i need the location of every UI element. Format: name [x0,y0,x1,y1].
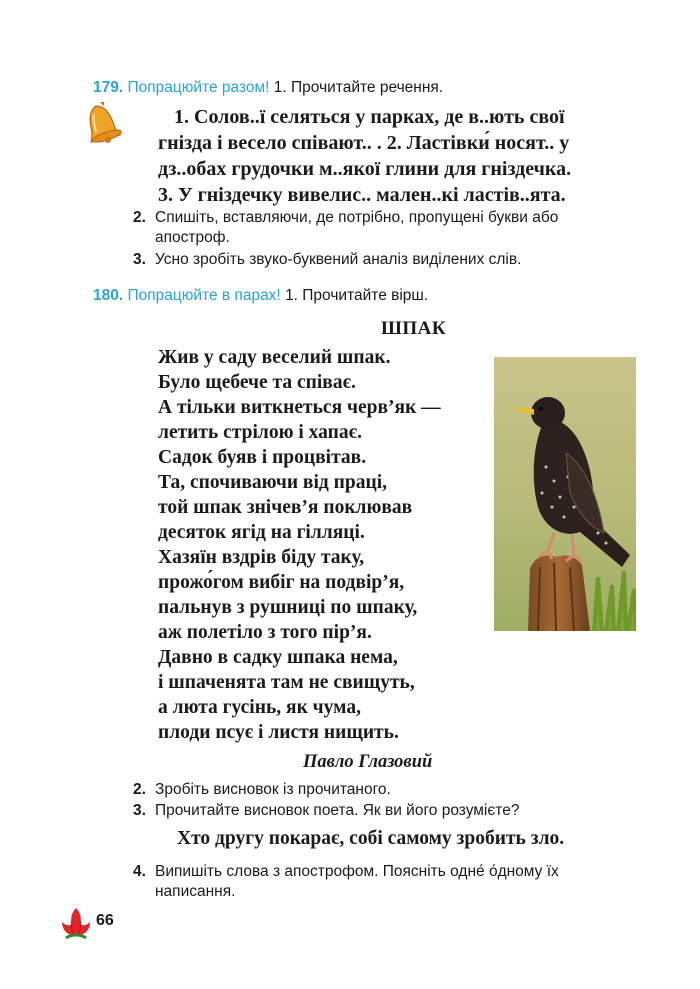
poem-line: і шпаченята там не свищуть, [158,672,415,693]
exercise-180-task-3 [133,801,519,821]
exercise-179-task-3 [133,250,521,270]
task-text: апостроф. [155,229,230,246]
poem-line: Було щебече та співає. [158,372,356,393]
poem-line: десяток ягід на гілляці. [158,522,365,543]
poem-text [158,345,441,745]
poem-line: Жив у саду веселий шпак. [158,347,391,368]
exercise-heading: Попрацюйте в парах! [127,287,281,304]
page-number: 66 [96,912,114,929]
poem-author: Павло Глазовий [303,752,433,772]
sentence-line: 3. У гніздечку вивелис.. мален..кі ластів..ята. [158,184,566,206]
poem-line: прожо́гом вибіг на подвір’я, [158,572,405,593]
poem-line: а люта гусінь, як чума, [158,697,361,718]
starling-illustration [494,357,636,631]
task-text: 1. Прочитайте вірш. [285,287,429,304]
exercise-180-task-2 [133,780,391,800]
poem-line: плоди псує і листя нищить. [158,722,399,743]
task-number: 2. [133,209,146,226]
sentence-line: дз..обах грудочки м..якої глини для гніздечка. [158,158,572,180]
task-text: Зробіть висновок із прочитаного. [155,781,391,798]
poem-line: аж полетіло з того пір’я. [158,622,372,643]
poem-line: А тільки виткнеться черв’як — [158,397,441,418]
task-number: 4. [133,863,146,880]
exercise-number: 179. [93,79,124,96]
proverb: Хто другу покарає, собі самому зробить зло. [177,828,565,849]
exercise-180-header [93,286,428,306]
exercise-179-task-2 [133,208,558,248]
poem-line: Давно в садку шпака нема, [158,647,398,668]
exercise-179-sentences [158,104,571,208]
sentence-line: гнізда і весело співают.. . 2. Ластівки́ носят.. у [158,132,570,154]
bell-icon [86,100,128,144]
exercise-heading: Попрацюйте разом! [127,79,270,96]
task-text: Усно зробіть звуко-буквений аналіз виділених слів. [155,251,522,268]
poem-title: ШПАК [381,318,447,339]
poem-line: пальнув з рушниці по шпаку, [158,597,418,618]
task-text: Спишіть, вставляючи, де потрібно, пропущені букви або [155,209,559,226]
task-number: 2. [133,781,146,798]
flower-icon [58,906,94,942]
poem-line: Та, спочиваючи від праці, [158,472,387,493]
task-text: Випишіть слова з апострофом. Поясніть одне́ о́дному їх [155,863,559,880]
exercise-number: 180. [93,287,124,304]
task-text: Прочитайте висновок поета. Як ви його розумієте? [155,802,520,819]
task-number: 3. [133,251,146,268]
task-number: 3. [133,802,146,819]
poem-line: Садок буяв і процвітав. [158,447,367,468]
task-text: написання. [155,883,236,900]
poem-line: той шпак знічев’я поклював [158,497,413,518]
exercise-180-task-4 [133,862,559,902]
poem-line: Хазяїн вздрів біду таку, [158,547,365,568]
poem-line: летить стрілою і хапає. [158,422,362,443]
task-text: 1. Прочитайте речення. [273,79,444,96]
exercise-179-header [93,78,443,98]
sentence-line: 1. Солов..ї селяться у парках, де в..ють свої [174,106,565,128]
